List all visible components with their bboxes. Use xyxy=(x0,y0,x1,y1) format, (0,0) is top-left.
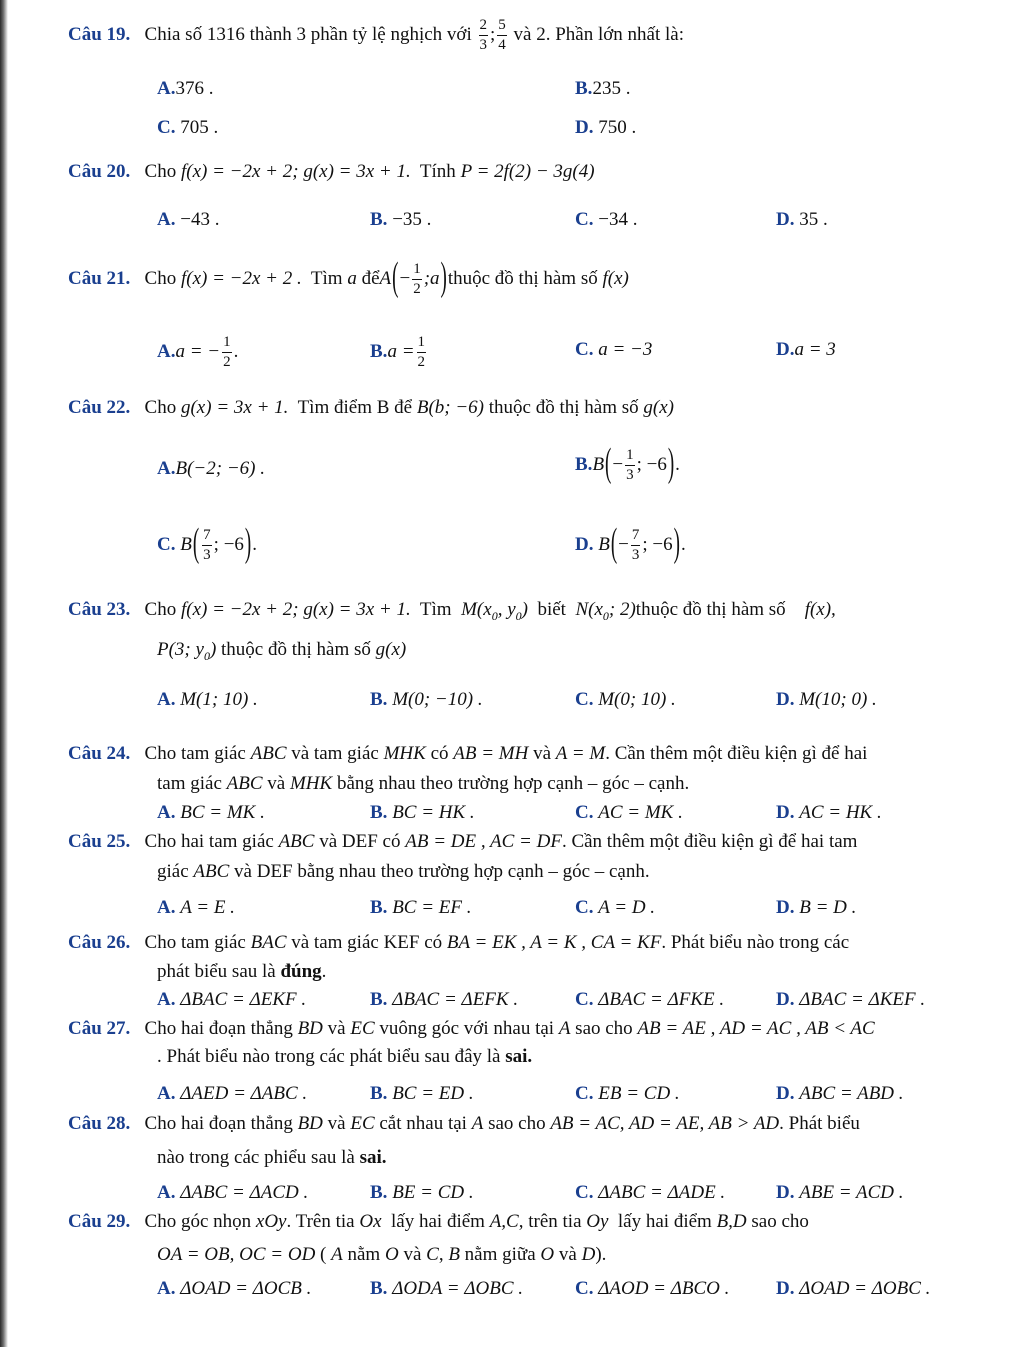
q29-option-b[interactable]: B. ΔODA = ΔOBC . xyxy=(370,1278,524,1299)
q29-stem-line2: OA = OB, OC = OD ( A nằm O và C, B nằm giữa O và D). xyxy=(157,1244,607,1265)
q23-number: Câu 23. xyxy=(68,599,131,620)
q27-option-b[interactable]: B. BC = ED . xyxy=(370,1083,474,1104)
q23-stem-line1: Câu 23. Cho f(x) = −2x + 2; g(x) = 3x + 1. Tìm $M(x_0$, $y_0$) biết $N(x_0$; 2)thuộc đồ thị hàm số f(x), xyxy=(68,599,836,623)
q20-option-a[interactable]: A. −43 . xyxy=(157,209,220,230)
q22-option-d[interactable]: D. B(− $\frac{7}{3}$ ; −6). xyxy=(575,521,686,566)
q22-option-a[interactable]: A.B(−2; −6) . xyxy=(157,458,265,479)
q26-option-d[interactable]: D. ΔBAC = ΔKEF . xyxy=(776,989,926,1010)
q24-stem-line2: tam giác ABC và MHK bằng nhau theo trường hợp cạnh – góc – cạnh. xyxy=(157,773,690,794)
q24-option-a[interactable]: A. BC = MK . xyxy=(157,802,265,823)
q26-stem-line2: phát biểu sau là đúng. xyxy=(157,961,327,982)
q20-option-c[interactable]: C. −34 . xyxy=(575,209,638,230)
q19-number: Câu 19. xyxy=(68,23,131,45)
q21-number: Câu 21. xyxy=(68,267,131,289)
q21-option-b[interactable]: B.a = $\frac{1}{2}$ xyxy=(370,334,426,370)
q28-option-b[interactable]: B. BE = CD . xyxy=(370,1182,474,1203)
q19-option-c[interactable]: C. 705 . xyxy=(157,117,219,138)
q23-option-d[interactable]: D. M(10; 0) . xyxy=(776,689,877,710)
q26-number: Câu 26. xyxy=(68,932,131,953)
q25-option-d[interactable]: D. B = D . xyxy=(776,897,857,918)
q29-option-a[interactable]: A. ΔOAD = ΔOCB . xyxy=(157,1278,312,1299)
q25-option-b[interactable]: B. BC = EF . xyxy=(370,897,472,918)
q26-option-c[interactable]: C. ΔBAC = ΔFKE . xyxy=(575,989,725,1010)
q24-option-c[interactable]: C. AC = MK . xyxy=(575,802,683,823)
q28-stem-line1: Câu 28. Cho hai đoạn thẳng BD và EC cắt nhau tại A sao cho AB = AC, AD = AE, AB > AD. Phát biểu xyxy=(68,1113,860,1134)
q27-option-a[interactable]: A. ΔAED = ΔABC . xyxy=(157,1083,308,1104)
q25-stem-line1: Câu 25. Cho hai tam giác ABC và DEF có AB = DE , AC = DF. Cần thêm một điều kiện gì để hai tam xyxy=(68,831,858,852)
q27-stem-line2: . Phát biểu nào trong các phát biểu sau đây là sai. xyxy=(157,1046,533,1067)
q23-option-a[interactable]: A. M(1; 10) . xyxy=(157,689,258,710)
q27-number: Câu 27. xyxy=(68,1018,131,1039)
q27-option-c[interactable]: C. EB = CD . xyxy=(575,1083,680,1104)
q20-option-b[interactable]: B. −35 . xyxy=(370,209,432,230)
q20-number: Câu 20. xyxy=(68,161,131,182)
q23-option-c[interactable]: C. M(0; 10) . xyxy=(575,689,676,710)
page-edge-shadow xyxy=(0,0,8,1347)
q29-option-c[interactable]: C. ΔAOD = ΔBCO . xyxy=(575,1278,730,1299)
q26-option-a[interactable]: A. ΔBAC = ΔEKF . xyxy=(157,989,307,1010)
q21-fraction: $\frac{1}{2}$ xyxy=(413,261,421,297)
q22-stem: Câu 22. Cho g(x) = 3x + 1. Tìm điểm B để B(b; −6) thuộc đồ thị hàm số g(x) xyxy=(68,397,674,418)
q21-stem: Câu 21. Cho f(x) = −2x + 2 . Tìm a đểA(− $\frac{1}{2}$ ;a)thuộc đồ thị hàm số f(x) xyxy=(68,255,629,300)
q26-stem-line1: Câu 26. Cho tam giác BAC và tam giác KEF có BA = EK , A = K , CA = KF. Phát biểu nào trong các xyxy=(68,932,850,953)
q25-number: Câu 25. xyxy=(68,831,131,852)
q19-option-a[interactable]: A.376 . xyxy=(157,78,214,99)
q22-option-b[interactable]: B.B(− $\frac{1}{3}$ ; −6). xyxy=(575,441,680,486)
q28-option-a[interactable]: A. ΔABC = ΔACD . xyxy=(157,1182,309,1203)
q20-stem: Câu 20. Cho f(x) = −2x + 2; g(x) = 3x + 1. Tính P = 2f(2) − 3g(4) xyxy=(68,161,595,182)
q20-option-d[interactable]: D. 35 . xyxy=(776,209,828,230)
q29-option-d[interactable]: D. ΔOAD = ΔOBC . xyxy=(776,1278,931,1299)
q24-option-d[interactable]: D. AC = HK . xyxy=(776,802,882,823)
q19-stem: Câu 19. Chia số 1316 thành 3 phần tỷ lệ nghịch với $\frac{2}{3}$ ; $\frac{5}{4}$ và 2. Phần lớn nhất là: xyxy=(68,17,684,53)
q25-stem-line2: giác ABC và DEF bằng nhau theo trường hợp cạnh – góc – cạnh. xyxy=(157,861,650,882)
q21-option-c[interactable]: C. a = −3 xyxy=(575,339,653,360)
q26-option-b[interactable]: B. ΔBAC = ΔEFK . xyxy=(370,989,519,1010)
q28-option-c[interactable]: C. ΔABC = ΔADE . xyxy=(575,1182,726,1203)
q23-option-b[interactable]: B. M(0; −10) . xyxy=(370,689,483,710)
q19-fraction-1: $\frac{2}{3}$ xyxy=(479,17,487,53)
q24-option-b[interactable]: B. BC = HK . xyxy=(370,802,475,823)
q22-number: Câu 22. xyxy=(68,397,131,418)
q27-stem-line1: Câu 27. Cho hai đoạn thẳng BD và EC vuông góc với nhau tại A sao cho AB = AE , AD = AC , AB < AC xyxy=(68,1018,875,1039)
q19-fraction-2: $\frac{5}{4}$ xyxy=(498,17,506,53)
q27-option-d[interactable]: D. ABC = ABD . xyxy=(776,1083,904,1104)
q29-number: Câu 29. xyxy=(68,1211,131,1232)
q25-option-a[interactable]: A. A = E . xyxy=(157,897,235,918)
q22-option-c[interactable]: C. B( $\frac{7}{3}$ ; −6). xyxy=(157,521,257,566)
q28-stem-line2: nào trong các phiểu sau là sai. xyxy=(157,1147,387,1168)
q23-stem-line2: P(3; $y_0$) thuộc đồ thị hàm số g(x) xyxy=(157,639,407,663)
q19-option-d[interactable]: D. 750 . xyxy=(575,117,637,138)
q24-stem-line1: Câu 24. Cho tam giác ABC và tam giác MHK có AB = MH và A = M. Cần thêm một điều kiện gì để hai xyxy=(68,743,868,764)
q25-option-c[interactable]: C. A = D . xyxy=(575,897,656,918)
q21-option-a[interactable]: A.a = − $\frac{1}{2}$ . xyxy=(157,334,239,370)
q28-option-d[interactable]: D. ABE = ACD . xyxy=(776,1182,904,1203)
q21-option-d[interactable]: D.a = 3 xyxy=(776,339,836,360)
q29-stem-line1: Câu 29. Cho góc nhọn xOy. Trên tia Ox lấy hai điểm A,C, trên tia Oy lấy hai điểm B,D sao cho xyxy=(68,1211,809,1232)
q19-option-b[interactable]: B.235 . xyxy=(575,78,631,99)
q24-number: Câu 24. xyxy=(68,743,131,764)
q28-number: Câu 28. xyxy=(68,1113,131,1134)
